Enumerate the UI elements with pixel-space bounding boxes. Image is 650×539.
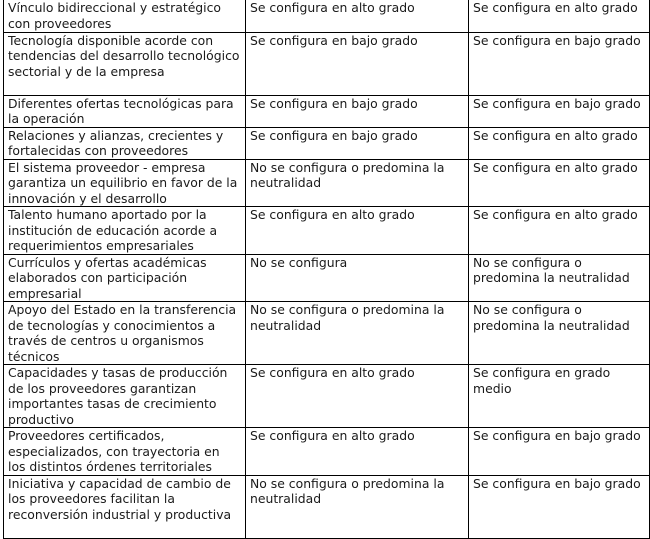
assessment-cell: Se configura en alto grado	[246, 365, 469, 428]
criterion-cell: Talento humano aportado por la institución de educación acorde a requerimientos empresariales	[4, 207, 246, 255]
assessment-cell: Se configura en bajo grado	[469, 95, 650, 127]
criterion-cell: El sistema proveedor - empresa garantiza un equilibrio en favor de la innovación y el desarrollo	[4, 159, 246, 207]
assessment-cell: Se configura en bajo grado	[469, 32, 650, 95]
criterion-cell: Diferentes ofertas tecnológicas para la operación	[4, 95, 246, 127]
assessment-cell: No se configura o predomina la neutralidad	[469, 254, 650, 302]
criterion-cell: Relaciones y alianzas, crecientes y fortalecidas con proveedores	[4, 127, 246, 159]
criteria-table	[3, 0, 650, 539]
assessment-cell: Se configura en alto grado	[246, 207, 469, 255]
assessment-cell: No se configura o predomina la neutralidad	[469, 302, 650, 365]
table-row	[4, 127, 650, 159]
assessment-cell: Se configura en bajo grado	[469, 475, 650, 538]
table-row	[4, 428, 650, 476]
criterion-cell: Proveedores certificados, especializados, con trayectoria en los distintos órdenes territoriales	[4, 428, 246, 476]
assessment-cell: Se configura en grado medio	[469, 365, 650, 428]
criterion-cell: Apoyo del Estado en la transferencia de tecnologías y conocimientos a través de centros u organismos técnicos	[4, 302, 246, 365]
assessment-cell: No se configura o predomina la neutralidad	[246, 159, 469, 207]
table-row	[4, 0, 650, 32]
criterion-cell: Iniciativa y capacidad de cambio de los proveedores facilitan la reconversión industrial y productiva	[4, 475, 246, 538]
table-row	[4, 207, 650, 255]
assessment-cell: No se configura o predomina la neutralidad	[246, 475, 469, 538]
table-row	[4, 159, 650, 207]
assessment-cell: Se configura en bajo grado	[246, 32, 469, 95]
assessment-cell: No se configura	[246, 254, 469, 302]
assessment-cell: Se configura en alto grado	[469, 127, 650, 159]
assessment-cell: Se configura en alto grado	[246, 428, 469, 476]
table-row	[4, 475, 650, 538]
table-row	[4, 254, 650, 302]
table-row	[4, 302, 650, 365]
assessment-cell: Se configura en alto grado	[469, 159, 650, 207]
criterion-cell: Vínculo bidireccional y estratégico con proveedores	[4, 0, 246, 32]
assessment-cell: Se configura en alto grado	[469, 207, 650, 255]
criterion-cell: Capacidades y tasas de producción de los proveedores garantizan importantes tasas de crecimiento productivo	[4, 365, 246, 428]
table-row	[4, 32, 650, 95]
assessment-cell: No se configura o predomina la neutralidad	[246, 302, 469, 365]
criterion-cell: Tecnología disponible acorde con tendencias del desarrollo tecnológico sectorial y de la empresa	[4, 32, 246, 95]
criterion-cell: Currículos y ofertas académicas elaborados con participación empresarial	[4, 254, 246, 302]
assessment-cell: Se configura en bajo grado	[469, 428, 650, 476]
assessment-cell: Se configura en bajo grado	[246, 127, 469, 159]
assessment-cell: Se configura en bajo grado	[246, 95, 469, 127]
assessment-cell: Se configura en alto grado	[246, 0, 469, 32]
table-row	[4, 365, 650, 428]
table-row	[4, 95, 650, 127]
assessment-cell: Se configura en alto grado	[469, 0, 650, 32]
